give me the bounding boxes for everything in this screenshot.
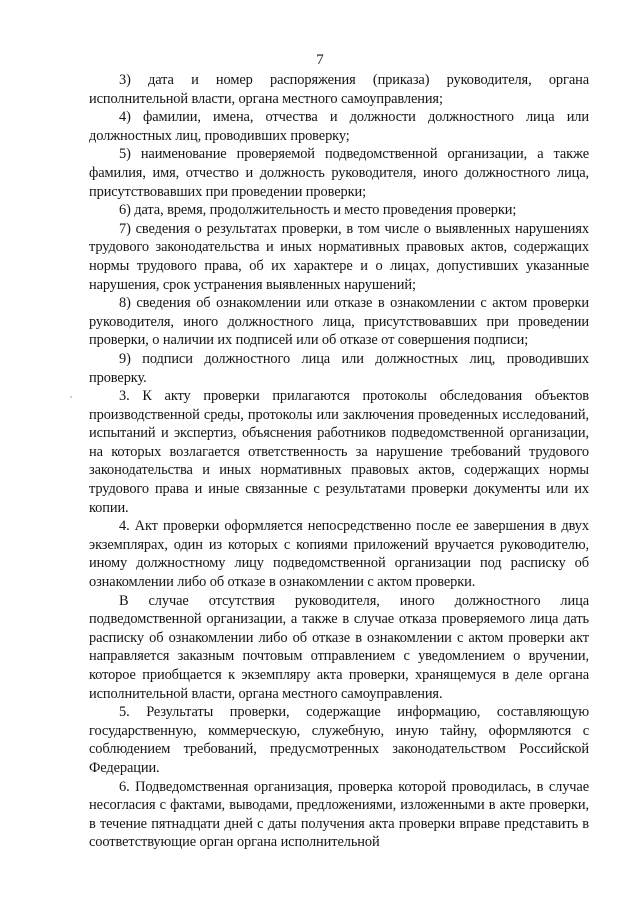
list-item-act-date-number: 3) дата и номер распоряжения (приказа) руководителя, органа исполнительной власти, органа местного самоуправления; bbox=[89, 72, 589, 107]
section-4-absence-case: В случае отсутствия руководителя, иного должностного лица подведомственной организации, а также в случае отказа проверяемого лица дать расписку об ознакомлении либо об отказе в ознакомлении с актом проверки акт направляется заказным почтовым отправлением с уведомлением о вручении, которое приобщается к экземпляру акта проверки, хранящемуся в деле органа исполнительной власти, органа местного самоуправления. bbox=[89, 592, 589, 702]
list-item-inspectors: 4) фамилии, имена, отчества и должности должностного лица или должностных лиц, проводивших проверку; bbox=[89, 109, 589, 144]
list-item-acknowledgement: 8) сведения об ознакомлении или отказе в ознакомлении с актом проверки руководителя, иного должностного лица, присутствовавших при проведении проверки, о наличии их подписей или об отказе от совершения подписи; bbox=[89, 295, 589, 349]
list-item-inspection-results: 7) сведения о результатах проверки, в том числе о выявленных нарушениях трудового законодательства и иных нормативных правовых актов, содержащих нормы трудового права, об их характере и о лицах, допустивших указанные нарушения, срок устранения выявленных нарушений; bbox=[89, 220, 589, 293]
section-5-confidential-info: 5. Результаты проверки, содержащие информацию, составляющую государственную, коммерческую, служебную, иную тайну, оформляются с соблюдением требований, предусмотренных законодательством Российской Федерации. bbox=[89, 704, 589, 776]
list-item-signatures: 9) подписи должностного лица или должностных лиц, проводивших проверку. bbox=[89, 350, 589, 386]
scan-speck bbox=[70, 396, 72, 398]
page-number: 7 bbox=[316, 52, 324, 68]
section-4-act-preparation: 4. Акт проверки оформляется непосредственно после ее завершения в двух экземплярах, один из которых с копиями приложений вручается руководителю, иному должностному лицу подведомственной организации под расписку об ознакомлении либо об отказе в ознакомлении с актом проверки. bbox=[89, 518, 589, 591]
section-3-attachments: 3. К акту проверки прилагаются протоколы обследования объектов производственной среды, протоколы или заключения проведенных исследований, испытаний и экспертиз, объяснения работников подведомственной организации, на которых возлагается ответственность за нарушение требований трудового законодательства и иных нормативных правовых актов, содержащих нормы трудового права и иные связанные с результатами проверки документы или их копии. bbox=[89, 388, 589, 516]
list-item-organization-name: 5) наименование проверяемой подведомственной организации, а также фамилия, имя, отчество и должность руководителя, иного должностного лица, присутствовавших при проведении проверки; bbox=[89, 146, 589, 200]
document-body bbox=[89, 71, 589, 852]
section-6-objections: 6. Подведомственная организация, проверка которой проводилась, в случае несогласия с фактами, выводами, предложениями, изложенными в акте проверки, в течение пятнадцати дней с даты получения акта проверки вправе представить в соответствующие орган органа исполнительной bbox=[89, 778, 589, 851]
list-item-date-time-place: 6) дата, время, продолжительность и место проведения проверки; bbox=[119, 202, 517, 219]
